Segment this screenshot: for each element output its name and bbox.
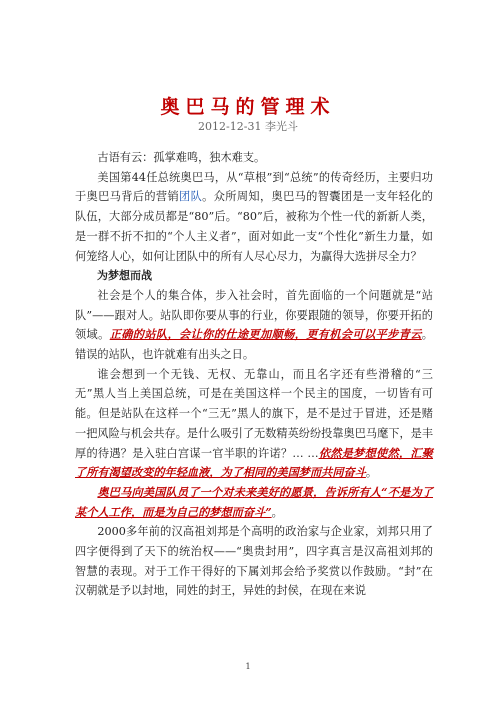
section-heading: 为梦想而战 xyxy=(97,269,152,283)
highlight-red: 正确的站队，会让你的仕途更加顺畅，更有机会可以平步青云 xyxy=(109,327,422,342)
paragraph-3-text-cont: 。错误的站队，也许就难有出头之日。 xyxy=(75,328,433,362)
paragraph-2-text: 美国第44任总统奥巴马，从“草根”到“总统”的传奇经历，主要归功于奥巴马背后的营销 xyxy=(75,170,433,204)
paragraph-4 xyxy=(75,365,433,483)
paragraph-5 xyxy=(75,483,433,522)
page-title: 奥巴马的管理术 xyxy=(160,96,336,118)
team-link[interactable]: 团队 xyxy=(179,190,203,204)
paragraph-2 xyxy=(75,168,433,267)
paragraph-4-text: 谁会想到一个无钱、无权、无靠山，而且名字还有些滑稽的“三无”黑人当上美国总统，可是在美国这样一个民主的国度，一切皆有可能。但是站队在这样一个“三无”黑人的旗下，是不是过于冒进，还是赌一把风险与机会共存。是什么吸引了无数精英纷纷投靠奥巴马麾下，是丰厚的待遇？是入驻白宫谋一官半职的许诺？… … xyxy=(75,367,434,460)
paragraph-3 xyxy=(75,286,433,365)
page-number: 1 xyxy=(245,662,251,671)
highlight-red: 奥巴马向美国队员了一个对未来美好的愿景，告诉所有人“不是为了某个人工作，而是为自己的梦想而奋斗” xyxy=(75,484,433,519)
byline: 2012-12-31 李光斗 xyxy=(198,120,298,133)
paragraph-4-text-cont: 。 xyxy=(365,466,378,480)
paragraph-3-text: 社会是个人的集合体，步入社会时，首先面临的一个问题就是“站队”——跟对人。站队即你要从事的行业，你要跟随的领导，你要开拓的领域。 xyxy=(75,288,433,342)
paragraph-2-text-cont: 。众所周知，奥巴马的智囊团是一支年轻化的队伍，大部分成员都是“80”后。“80”后，被称为个性一代的新新人类，是一群不折不扣的“个人主义者”，面对如此一支“个性化”新生力量，如何笼络人心，如何让团队中的所有人尽心尽力，为赢得大选拼尽全力？ xyxy=(75,190,433,263)
highlight-red: 依然是梦想使然，汇聚了所有渴望改变的年轻血液，为了相同的美国梦而共同奋斗 xyxy=(75,445,433,480)
paragraph-5-text-cont: 。 xyxy=(271,505,283,519)
paragraph-1: 古语有云：孤掌难鸣，独木难支。 xyxy=(97,151,266,164)
paragraph-6: 2000多年前的汉高祖刘邦是个高明的政治家与企业家，刘邦只用了四字便得到了天下的统治权——“奥贵封用”，四字真言是汉高祖刘邦的智慧的表现。对于工作干得好的下属刘邦会给予奖赏以作鼓励。“封”在汉朝就是予以封地，同姓的封王，异姓的封侯，在现在来说 xyxy=(75,525,433,598)
article-body xyxy=(75,148,433,601)
